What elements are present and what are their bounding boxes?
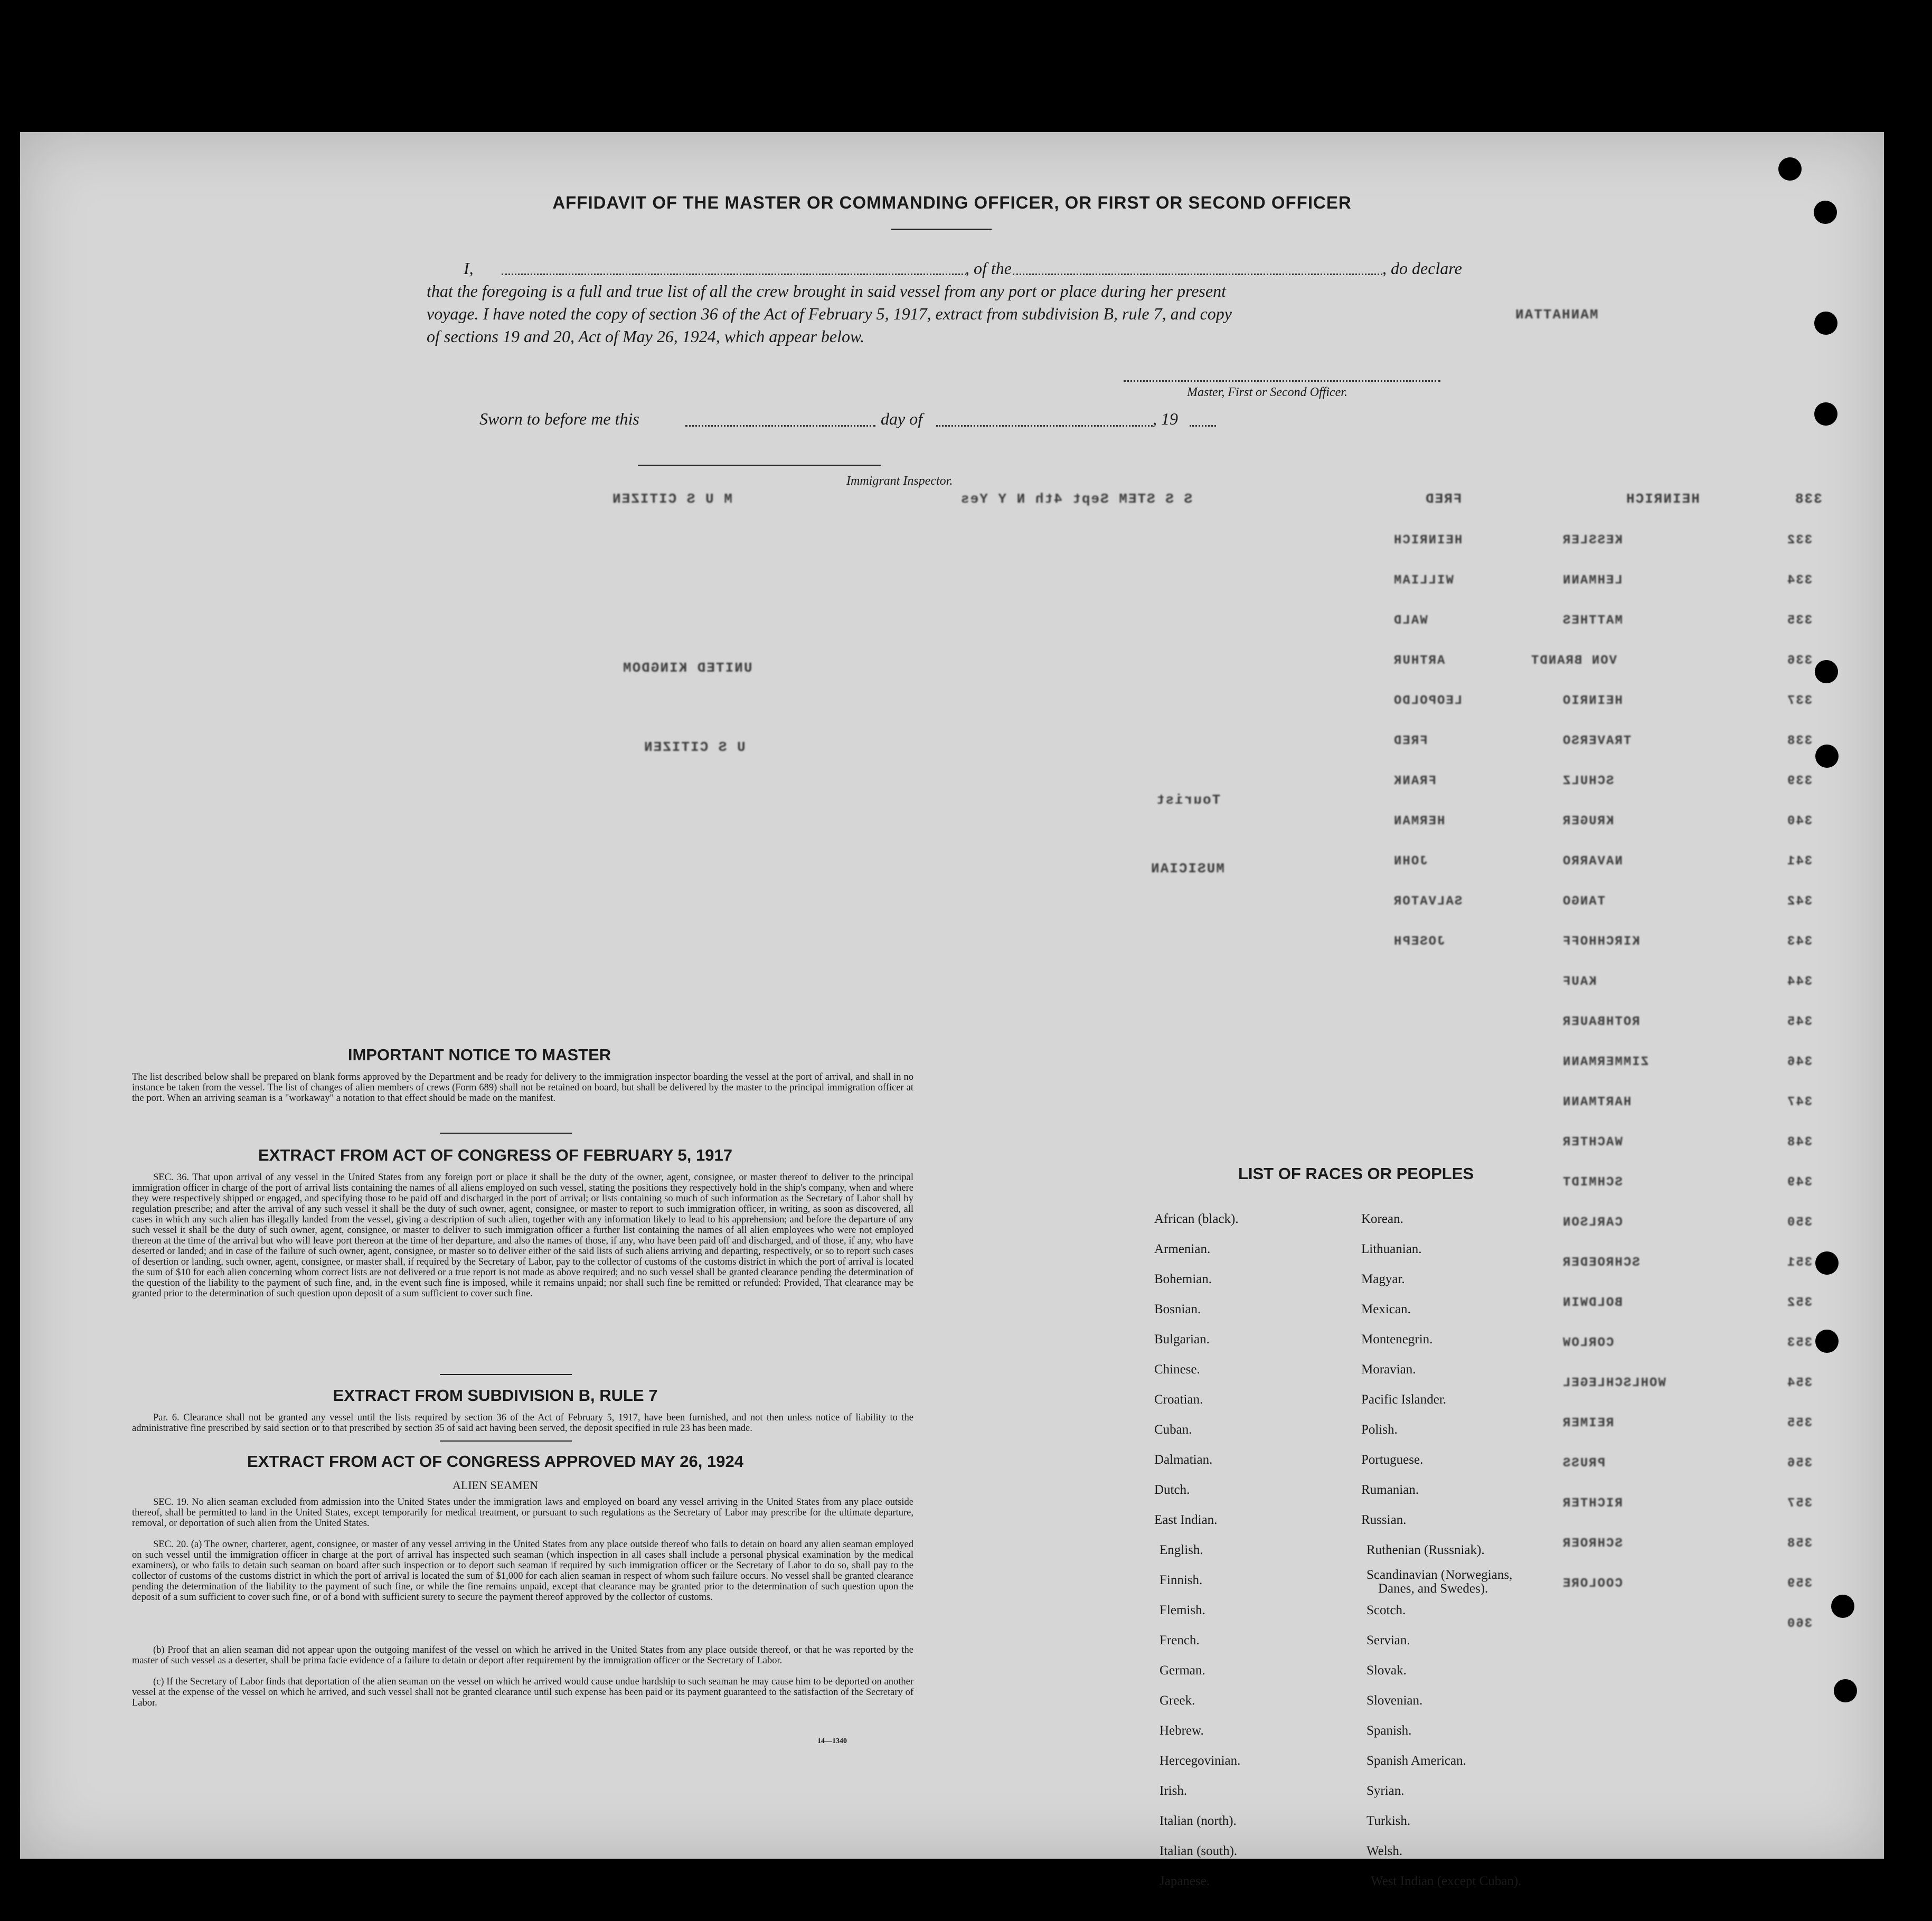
race-item: Bulgarian. (1154, 1332, 1210, 1346)
sworn-day-field[interactable] (685, 425, 875, 427)
race-item: Russian. (1361, 1513, 1407, 1527)
race-item: Dalmatian. (1154, 1453, 1213, 1467)
extract-1917-text: SEC. 36. That upon arrival of any vessel in the United States from any foreign port or place it shall be the duty of the owner, agent, consignee, or master thereof to deliver to the principal immigration officer in charge of the port of arrival lists containing the names of all aliens employed on such vessel, stating the positions they respectively hold in the ship's company, when and where they were respectively shipped or engaged, and specifying those to be paid off and discharged in the port of arrival; or lists containing so much of such information as the Secretary of Labor shall by regulation prescribe; and after the arrival of any such vessel it shall be the duty of such owner, agent, consignee, or master to report to such immigration officer, in writing, as soon as discovered, all cases in which any such alien has illegally landed from the vessel, giving a description of such alien, together with any information likely to lead to his apprehension; and before the departure of any such vessel it shall be the duty of such owner, agent, consignee, or master to deliver to such immigration officer a further list containing the names of all alien employees who were not employed thereon at the time of the arrival but who will leave port thereon at the time of her departure, and also the names of those, if any, who have been paid off and discharged, and of those, if any, who have deserted or landed; and in case of the failure of such owner, agent, consignee, or master so to deliver either of the said lists of such aliens arriving and departing, respectively, or so to report such cases of desertion or landing, such owner, agent, consignee, or master shall, if required by the Secretary of Labor, pay to the collector of customs of the customs district in which the port of arrival is located the sum of $10 for each alien concerning whom correct lists are not delivered or a true report is not made as above required; and no such vessel shall be granted clearance pending the determination of the question of the liability to the payment of such fine, and, in the event such fine is imposed, while it remains unpaid; nor shall such fine be remitted or refunded: Provided, That clearance may be granted prior to the determination of such question upon deposit of a sum sufficient to cover such fine. (132, 1172, 913, 1299)
race-item: Pacific Islander. (1361, 1392, 1447, 1407)
race-item: Lithuanian. (1361, 1242, 1422, 1256)
bleed-through-row-numbers: 332 334 335 336 337 338 339 340 341 342 343 344 345 346 347 348 349 350 351 352 353 354 355 356 357 358 359 360 (1786, 533, 1813, 1631)
extract-1924-title: EXTRACT FROM ACT OF CONGRESS APPROVED MAY 26, 1924 (247, 1452, 743, 1471)
bleed-through-names: HEINRICH KESSLER WILLIAM LEHMANN WALD MATTHES ARTHUR VON BRANDT LEOPOLDO HEINRIO FRED TRAVERSO FRANK SCHULZ HERMAN KRUGER JOHN NAVARRO SALVATOR TANGO JOSEPH KIRCHHOFF KAUF ROTHBAUER ZIMMERMANN HARTMANN WACHTER SCHMIDT CARLSON SCHROEDER BOLDWIN CORLOW WOHLSCHLEGEL REIMER PRUSS RICHTER SCHROER COOLORE (1393, 533, 1666, 1591)
race-item: Scandinavian (Norwegians, (1366, 1568, 1513, 1582)
races-title: LIST OF RACES OR PEOPLES (1238, 1164, 1474, 1183)
punch-hole (1814, 312, 1837, 335)
race-item: Bohemian. (1154, 1272, 1212, 1286)
document-page (20, 132, 1884, 1888)
notice-text: The list described below shall be prepared on blank forms approved by the Department and be ready for delivery to the immigration inspector boarding the vessel at the port of arrival, and shall in no instance be taken from the vessel. The list of changes of alien members of crews (Form 689) shall not be retained on board, but shall be delivered by the master to the principal immigration officer at the port. When an arriving seaman is a "workaway" a notation to that effect should be made on the manifest. (132, 1072, 913, 1104)
race-item: Mexican. (1361, 1302, 1411, 1316)
race-item: Moravian. (1361, 1362, 1416, 1377)
race-item: Magyar. (1361, 1272, 1405, 1286)
race-item: Polish. (1361, 1423, 1398, 1437)
race-item: Portuguese. (1361, 1453, 1424, 1467)
race-item: Armenian. (1154, 1242, 1211, 1256)
race-item: Spanish. (1366, 1724, 1412, 1738)
race-item: Slovak. (1366, 1663, 1407, 1678)
bleed-stamp: MANHATTAN (1514, 307, 1598, 323)
race-item: Slovenian. (1366, 1693, 1423, 1708)
label-of-the: , of the (965, 259, 1012, 278)
race-item: Japanese. (1160, 1874, 1210, 1888)
bleed-through-top-row: M U S CITIZEN S S STEM Sept 4th N Y Yes FRED HEINRICH 338 (611, 491, 1822, 507)
race-item: Montenegrin. (1361, 1332, 1433, 1346)
race-item: Croatian. (1154, 1392, 1203, 1407)
punch-hole (1814, 402, 1837, 426)
race-item: Danes, and Swedes). (1378, 1581, 1488, 1596)
race-item: Welsh. (1366, 1844, 1403, 1858)
race-item: German. (1160, 1663, 1205, 1678)
sworn-label: Sworn to before me this (479, 409, 639, 428)
declare-line-4: of sections 19 and 20, Act of May 26, 1924, which appear below. (427, 327, 864, 346)
divider (440, 1133, 572, 1134)
race-item: Rumanian. (1361, 1483, 1419, 1497)
declare-line-2: that the foregoing is a full and true list of all the crew brought in said vessel from any port or place during her present (427, 281, 1226, 300)
alien-seamen-subtitle: ALIEN SEAMEN (453, 1479, 538, 1492)
race-item: Turkish. (1366, 1814, 1411, 1828)
race-item: French. (1160, 1633, 1200, 1647)
race-item: Greek. (1160, 1693, 1195, 1708)
year-label: , 19 (1153, 409, 1178, 428)
day-of-label: day of (881, 409, 923, 428)
race-item: Hercegovinian. (1160, 1754, 1241, 1768)
race-item: Chinese. (1154, 1362, 1200, 1377)
sec20c-text: (c) If the Secretary of Labor finds that deportation of the alien seaman on the vessel on which he arrived would cause undue hardship to such seaman he may cause him to be deported on another vessel at the expense of the vessel on which he arrived, and such vessel shall not be granted clearance until such expense has been paid or its payment guaranteed to the satisfaction of the Secretary of Labor. (132, 1677, 913, 1708)
inspector-signature-line (638, 465, 881, 466)
sec19-text: SEC. 19. No alien seaman excluded from admission into the United States under the immigration laws and employed on board any vessel arriving in the United States from any place outside thereof, shall be permitted to land in the United States, except temporarily for medical treatment, or pursuant to such regulations as the Secretary of Labor may prescribe for the ultimate departure, removal, or deportation of such alien from the United States. (132, 1497, 913, 1529)
rule7-text: Par. 6. Clearance shall not be granted any vessel until the lists required by section 36 of the Act of February 5, 1917, have been furnished, and not then unless notice of liability to the administrative fine prescribed by said section or to that prescribed by section 35 of said act having been served, the deposit specified in rule 23 has been made. (132, 1412, 913, 1434)
race-item: Servian. (1366, 1633, 1410, 1647)
race-item: Dutch. (1154, 1483, 1190, 1497)
affidavit-title: AFFIDAVIT OF THE MASTER OR COMMANDING OFFICER, OR FIRST OR SECOND OFFICER (552, 193, 1352, 212)
name-field[interactable] (502, 274, 966, 275)
race-item: Syrian. (1366, 1784, 1405, 1798)
notice-title: IMPORTANT NOTICE TO MASTER (347, 1046, 611, 1064)
race-item: Korean. (1361, 1212, 1403, 1226)
punch-hole (1778, 157, 1802, 181)
race-item: Hebrew. (1160, 1724, 1204, 1738)
inspector-label: Immigrant Inspector. (846, 474, 953, 488)
race-item: Bosnian. (1154, 1302, 1201, 1316)
divider (440, 1374, 572, 1375)
label-declare: , do declare (1382, 259, 1462, 278)
sworn-year-field[interactable] (1190, 425, 1216, 427)
sworn-month-field[interactable] (936, 425, 1153, 427)
bleed-through-nationality: UNITED KINGDOM U S CITIZEN Tourist MUSICIAN (622, 660, 1224, 877)
race-item: Cuban. (1154, 1423, 1192, 1437)
vessel-field[interactable] (1013, 274, 1382, 275)
sec20a-text: SEC. 20. (a) The owner, charterer, agent, consignee, or master of any vessel arriving in the United States from any place outside thereof who fails to detain on board any alien seaman employed on such vessel until the immigration officer in charge at the port of arrival has inspected such seaman (which inspection in all cases shall include a personal physical examination by the medical examiners), or who fails to detain such seaman on board after such inspection or to deport such seaman if required by such immigration officer or the Secretary of Labor to do so, shall pay to the collector of customs of the customs district in which the port of arrival is located the sum of $1,000 for each alien seaman in respect of whom such failure occurs. No vessel shall be granted clearance pending the determination of the liability to the payment of such fine, or while the fine remains unpaid, except that clearance may be granted prior to the determination of such question upon the deposit of a sum sufficient to cover such fine, or of a bond with sufficient surety to secure the payment thereof approved by the collector of customs. (132, 1539, 913, 1603)
race-item: Scotch. (1366, 1603, 1406, 1617)
race-item: Italian (north). (1160, 1814, 1237, 1828)
race-item: Italian (south). (1160, 1844, 1238, 1858)
title-underline (891, 229, 992, 230)
race-item: English. (1160, 1543, 1203, 1557)
race-item: Spanish American. (1366, 1754, 1466, 1768)
rule7-title: EXTRACT FROM SUBDIVISION B, RULE 7 (333, 1386, 658, 1405)
declare-line-3: voyage. I have noted the copy of section 36 of the Act of February 5, 1917, extract from subdivision B, rule 7, and copy (427, 304, 1232, 323)
divider (440, 1440, 572, 1442)
sec20b-text: (b) Proof that an alien seaman did not appear upon the outgoing manifest of the vessel on which he arrived in the United States from any place outside thereof, or that he was reported by the master of such vessel as a deserter, shall be prima facie evidence of a failure to detain or deport after requirement by the immigration officer or the Secretary of Labor. (132, 1645, 913, 1666)
race-item: African (black). (1154, 1212, 1239, 1226)
label-i: I, (464, 259, 474, 278)
race-item: East Indian. (1154, 1513, 1218, 1527)
race-item: West Indian (except Cuban). (1371, 1874, 1522, 1888)
punch-hole (1831, 1595, 1854, 1618)
race-item: Irish. (1160, 1784, 1188, 1798)
master-signature-field[interactable] (1124, 380, 1440, 382)
punch-hole (1834, 1679, 1857, 1702)
race-item: Finnish. (1160, 1573, 1203, 1587)
master-label: Master, First or Second Officer. (1187, 385, 1347, 399)
race-item: Ruthenian (Russniak). (1366, 1543, 1485, 1557)
form-number: 14—1340 (817, 1737, 847, 1745)
race-item: Flemish. (1160, 1603, 1205, 1617)
extract-1917-title: EXTRACT FROM ACT OF CONGRESS OF FEBRUARY 5, 1917 (258, 1146, 732, 1164)
